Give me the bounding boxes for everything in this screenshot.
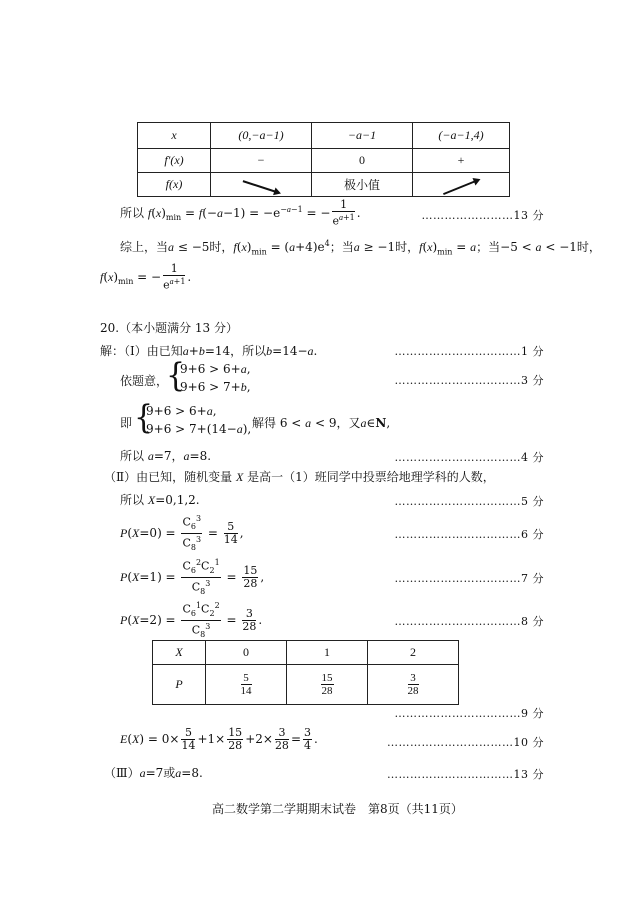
part1-ji: 即 [120, 416, 133, 430]
brace-2: { [134, 398, 154, 437]
decreasing-arrow-cell [211, 173, 312, 197]
table2-h2: 1 [287, 641, 368, 665]
part3-line: （Ⅲ）a=7或a=8. [104, 766, 203, 780]
score-3: ……………………………3 分 [394, 374, 544, 387]
table1-h0: x [138, 123, 211, 149]
table1-r2-2: 0 [312, 149, 413, 173]
monotonicity-table [137, 122, 510, 197]
table1-r2-0: f′(x) [138, 149, 211, 173]
expectation-line: E(X) = 0× $\frac{5}{14}$ +1× $\frac{15}{28}$ +2× $\frac{3}{28}$ = $\frac{3}{4}$ . [120, 726, 318, 752]
increasing-arrow-cell [413, 173, 510, 197]
up-arrow-icon [443, 179, 479, 195]
ineq-2b: 9+6 > 7+(14−a), [146, 422, 252, 436]
table2-p1: $\frac{15}{28}$ [287, 665, 368, 705]
min-value-line: 所以 $f(x)_{min} = f(-a-1) = -e^{-a-1}$ = − $\frac{1}{e^{a+1}}$ . [120, 198, 361, 228]
summary-line: 综上，当a ≤ −5时，$f(x)_{min} = (a+4)e^4$；当a ≥ −1时，$f(x)_{min} = a$；当−5 < a < −1时， [120, 239, 601, 257]
score-8: ……………………………8 分 [394, 615, 544, 628]
table1-h3: (−a−1,4) [413, 123, 510, 149]
result-line: 所以 a=7，a=8. [120, 449, 212, 463]
table1-r3-min: 极小值 [312, 173, 413, 197]
table1-h2: −a−1 [312, 123, 413, 149]
prob-x2: P(X=2) = $\frac{C_6^1C_2^2}{C_8^3}$ = $\frac{3}{28}$ . [120, 601, 263, 639]
table2-p0: $\frac{5}{14}$ [206, 665, 287, 705]
table1-h1: (0,−a−1) [211, 123, 312, 149]
distribution-table [152, 640, 459, 705]
prob-x0: P(X=0) = $\frac{C_6^3}{C_8^3}$ = $\frac{5}{14}$ , [120, 514, 244, 552]
ineq-2a: 9+6 > 6+a, [146, 404, 217, 418]
table2-h3: 2 [368, 641, 459, 665]
page-footer: 高二数学第二学期期末试卷 第8页（共11页） [212, 802, 463, 816]
ineq-1b: 9+6 > 7+b, [180, 380, 251, 394]
part1-yiti: 依题意， [120, 374, 169, 388]
solve-line: 解得 6 < a < 9，又a∈N, [252, 416, 391, 430]
table2-row-label: P [153, 665, 206, 705]
prob-x1: P(X=1) = $\frac{C_6^2C_2^1}{C_8^3}$ = $\frac{15}{28}$ , [120, 558, 265, 596]
x-values: 所以 X=0,1,2. [120, 493, 200, 507]
part1-lead: 解：（Ⅰ）由已知a+b=14，所以b=14−a. [100, 344, 318, 358]
score-4: ……………………………4 分 [394, 451, 544, 464]
table1-r2-3: + [413, 149, 510, 173]
table1-r3-0: f(x) [138, 173, 211, 197]
part2-lead: （Ⅱ）由已知，随机变量 X 是高一（1）班同学中投票给地理学科的人数， [104, 470, 495, 484]
score-6: ……………………………6 分 [394, 528, 544, 541]
ineq-1a: 9+6 > 6+a, [180, 362, 251, 376]
score-13b: ……………………………13 分 [387, 768, 544, 781]
table2-h1: 0 [206, 641, 287, 665]
down-arrow-icon [243, 180, 280, 194]
summary-line-2: $f(x)_{min}$ = − $\frac{1}{e^{a+1}}$ . [100, 262, 192, 292]
brace-1: { [166, 356, 186, 395]
question-20-title: 20.（本小题满分 13 分） [100, 321, 238, 335]
score-1: ……………………………1 分 [394, 345, 544, 358]
score-10: ……………………………10 分 [387, 736, 544, 749]
score-13a: ……………………13 分 [421, 209, 544, 222]
table2-p2: $\frac{3}{28}$ [368, 665, 459, 705]
table1-r2-1: − [211, 149, 312, 173]
score-7: ……………………………7 分 [394, 572, 544, 585]
score-5: ……………………………5 分 [394, 495, 544, 508]
table2-h0: X [153, 641, 206, 665]
score-9: ……………………………9 分 [394, 707, 544, 720]
